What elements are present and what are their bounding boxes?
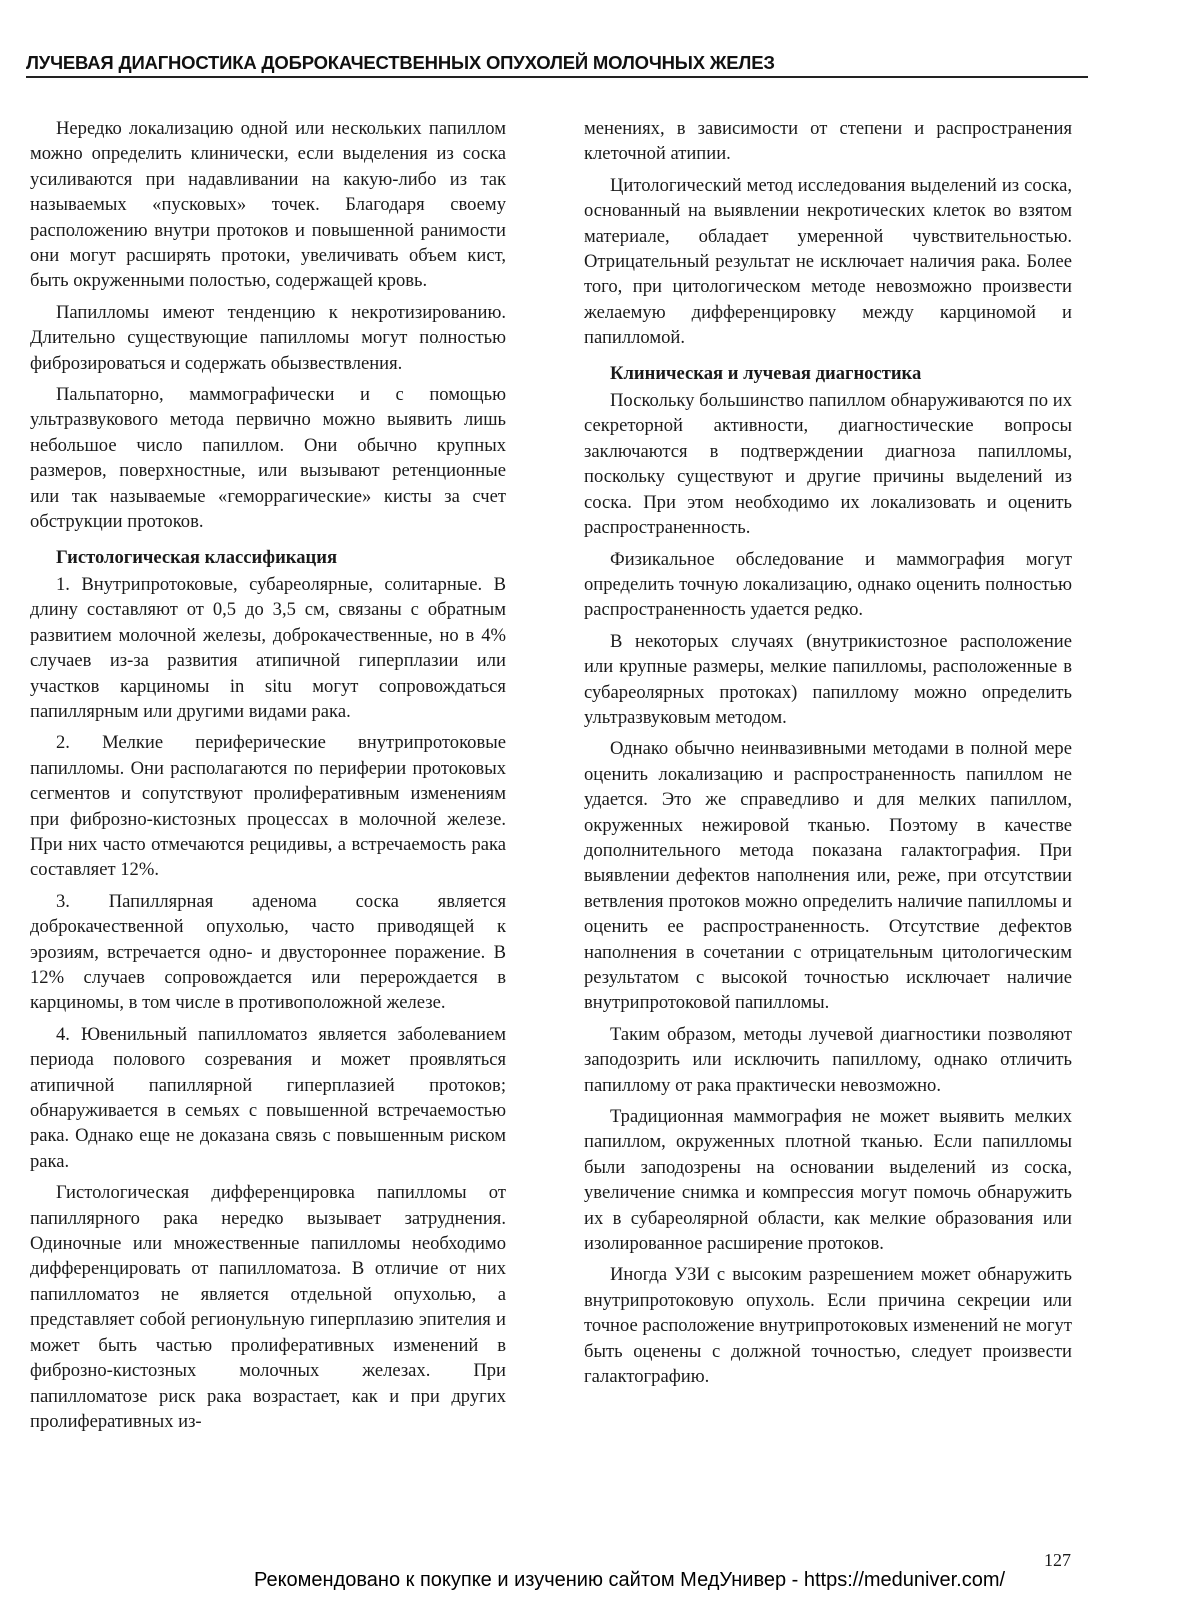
- left-column: [30, 116, 506, 1440]
- paragraph: В некоторых случаях (внутрикистозное расположение или крупные размеры, мелкие папилломы, расположенные в субареолярных протоках) папиллому можно определить ультразвуковым методом.: [584, 630, 1072, 728]
- classification-item: 3. Папиллярная аденома соска является доброкачественной опухолью, часто приводящей к эрозиям, встречается одно- и двустороннее поражение. В 12% случаев сопровождается или перерождается в карциномы, в том числе в противоположной железе.: [30, 890, 506, 1014]
- paragraph: Физикальное обследование и маммография могут определить точную локализацию, однако оценить полностью распространенность удается редко.: [584, 548, 1072, 621]
- classification-item: 4. Ювенильный папилломатоз является заболеванием периода полового созревания и может проявляться атипичной папиллярной гиперплазией протоков; обнаруживается в семьях с повышенной встречаемостью рака. Однако еще не доказана связь с повышенным риском рака.: [30, 1023, 506, 1172]
- footer-recommendation: Рекомендовано к покупке и изучению сайтом МедУнивер - https://meduniver.com/: [254, 1569, 1006, 1591]
- right-column: [584, 116, 1072, 1396]
- paragraph: Таким образом, методы лучевой диагностики позволяют заподозрить или исключить папиллому, однако отличить папиллому от рака практически невозможно.: [584, 1023, 1072, 1096]
- paragraph: Гистологическая дифференцировка папилломы от папиллярного рака нередко вызывает затруднения. Одиночные или множественные папилломы необходимо дифференцировать от папилломатоза. В отличие от них папилломатоз не является отдельной опухолью, а представляет собой регионульную гиперплазию эпителия и может быть частью пролиферативных изменений в фиброзно-кистозных молочных железах. При папилломатозе риск рака возрастает, как и при других пролиферативных из-: [30, 1182, 506, 1432]
- paragraph: Цитологический метод исследования выделений из соска, основанный на выявлении некротических клеток во взятом материале, обладает умеренной чувствительностью. Отрицательный результат не исключает наличия рака. Более того, при цитологическом методе невозможно произвести желаемую дифференцировку между карциномой и папилломой.: [584, 174, 1072, 349]
- paragraph: Пальпаторно, маммографически и с помощью ультразвукового метода первично можно выявить лишь небольшое число папиллом. Они обычно крупных размеров, поверхностные, или вызывают ретенционные или так называемые «геморрагические» кисты за счет обструкции протоков.: [30, 384, 506, 533]
- paragraph: менениях, в зависимости от степени и распространения клеточной атипии.: [584, 118, 1072, 165]
- paragraph: Традиционная маммография не может выявить мелких папиллом, окруженных плотной тканью. Если папилломы были заподозрены на основании выделений из соска, увеличение снимка и компрессия могут помочь обнаружить их в субареолярной области, как мелкие образования или изолированное расширение протоков.: [584, 1106, 1072, 1255]
- header-rule: [26, 76, 1088, 78]
- section-heading-diagnostics: Клиническая и лучевая диагностика: [610, 362, 922, 384]
- running-header: ЛУЧЕВАЯ ДИАГНОСТИКА ДОБРОКАЧЕСТВЕННЫХ ОПУХОЛЕЙ МОЛОЧНЫХ ЖЕЛЕЗ: [26, 52, 775, 73]
- paragraph: Поскольку большинство папиллом обнаруживаются по их секреторной активности, диагностические вопросы заключаются в подтверждении диагноза папилломы, поскольку существуют и другие причины выделений из соска. При этом необходимо их локализовать и оценить распространенность.: [584, 390, 1072, 539]
- paragraph: Иногда УЗИ с высоким разрешением может обнаружить внутрипротоковую опухоль. Если причина секреции или точное расположение внутрипротоковых изменений не могут быть оценены с должной точностью, следует произвести галактографию.: [584, 1264, 1072, 1388]
- classification-item: 1. Внутрипротоковые, субареолярные, солитарные. В длину составляют от 0,5 до 3,5 см, связаны с обратным развитием молочной железы, доброкачественные, но в 4% случаев из-за развития атипичной гиперплазии или участков карциномы in situ могут сопровождаться папиллярным или другими видами рака.: [30, 573, 506, 722]
- section-heading-histology: Гистологическая классификация: [56, 546, 338, 568]
- paragraph: Нередко локализацию одной или нескольких папиллом можно определить клинически, если выделения из соска усиливаются при надавливании на какую-либо из так называемых «пусковых» точек. Благодаря своему расположению внутри протоков и повышенной ранимости они могут расширять протоки, увеличивать объем кист, быть окруженными полостью, содержащей кровь.: [30, 118, 506, 292]
- paragraph: Папилломы имеют тенденцию к некротизированию. Длительно существующие папилломы могут полностью фиброзироваться и содержать обызвествления.: [30, 301, 506, 374]
- page-number: 127: [1044, 1550, 1071, 1570]
- paragraph: Однако обычно неинвазивными методами в полной мере оценить локализацию и распространенность папиллом не удается. Это же справедливо и для мелких папиллом, окруженных нежировой тканью. Поэтому в качестве дополнительного метода показана галактография. При выявлении дефектов наполнения или, реже, при отсутствии ветвления протоков можно определить наличие папилломы и оценить ее распространенность. Отсутствие дефектов наполнения в сочетании с отрицательным цитологическим результатом с высокой точностью исключает наличие внутрипротоковой папилломы.: [584, 738, 1072, 1014]
- classification-item: 2. Мелкие периферические внутрипротоковые папилломы. Они располагаются по периферии протоковых сегментов и сопутствуют пролиферативным изменениям при фиброзно-кистозных процессах в молочной железе. При них часто отмечаются рецидивы, а встречаемость рака составляет 12%.: [30, 732, 506, 881]
